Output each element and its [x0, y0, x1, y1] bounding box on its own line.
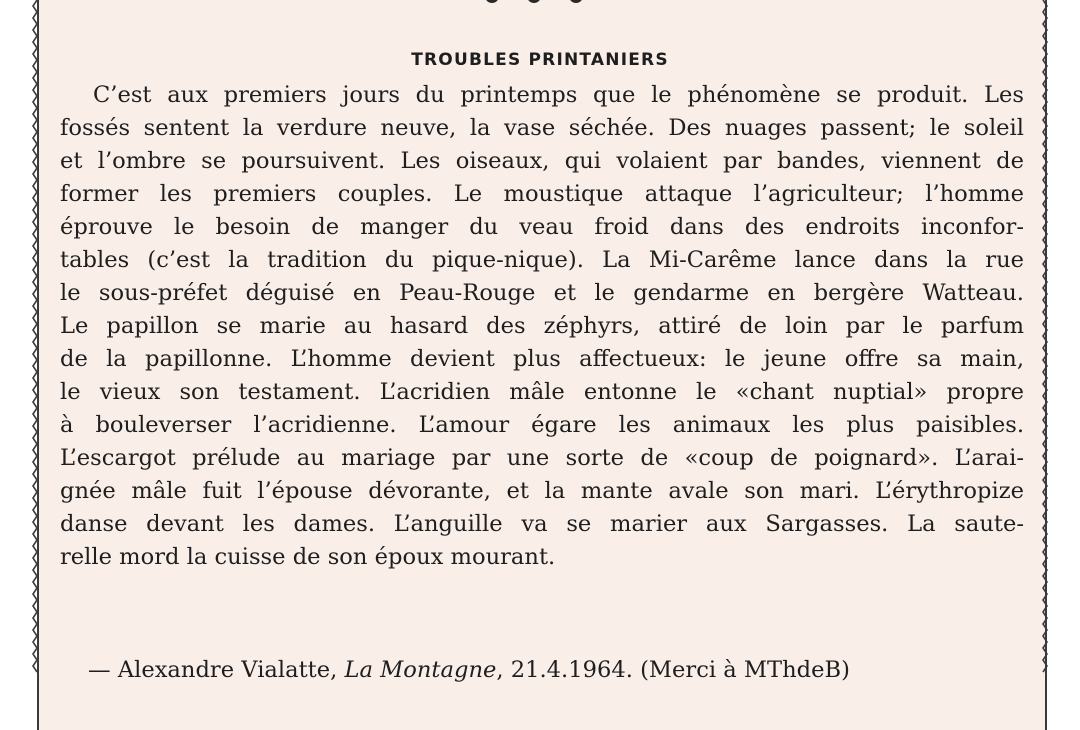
card-left-edge [29, 0, 45, 675]
body-line: Le papillon se marie au hasard des zéphyrs, attiré de loin par le parfum [60, 313, 1024, 339]
attribution-suffix: , 21.4.1964. (Merci à MThdeB) [496, 657, 850, 683]
body-line: gnée mâle fuit l’épouse dévorante, et la mante avale son mari. L’érythropize [60, 478, 1024, 504]
body-line: fossés sentent la verdure neuve, la vase séchée. Des nuages passent; le soleil [60, 115, 1024, 141]
attribution [88, 654, 850, 687]
article-title: TROUBLES PRINTANIERS [411, 50, 669, 70]
body-line: former les premiers couples. Le moustique attaque l’agriculteur; l’homme [60, 181, 1024, 207]
body-line: à bouleverser l’acridienne. L’amour égare les animaux les plus paisibles. [60, 412, 1024, 438]
attribution-source: La Montagne [344, 657, 497, 683]
body-line: L’escargot prélude au mariage par une sorte de «coup de poignard». L’arai- [60, 445, 1024, 471]
body-line: éprouve le besoin de manger du veau froid dans des endroits inconfor- [60, 214, 1024, 240]
cropped-heading-fragment [485, 0, 615, 4]
body-line: le sous-préfet déguisé en Peau-Rouge et le gendarme en bergère Watteau. [60, 280, 1024, 306]
body-line: tables (c’est la tradition du pique-nique). La Mi-Carême lance dans la rue [60, 247, 1024, 273]
body-line: de la papillonne. L’homme devient plus affectueux: le jeune offre sa main, [60, 346, 1024, 372]
body-line: C’est aux premiers jours du printemps que le phénomène se produit. Les [93, 82, 1024, 108]
body-line: danse devant les dames. L’anguille va se marier aux Sargasses. La saute- [60, 511, 1024, 537]
body-line: relle mord la cuisse de son époux mourant. [60, 544, 556, 570]
body-line: et l’ombre se poursuivent. Les oiseaux, qui volaient par bandes, viennent de [60, 148, 1024, 174]
attribution-prefix: — Alexandre Vialatte, [88, 657, 345, 683]
body-line: le vieux son testament. L’acridien mâle entonne le «chant nuptial» propre [60, 379, 1024, 405]
article-body [60, 79, 1024, 574]
card-right-edge [1035, 0, 1051, 675]
